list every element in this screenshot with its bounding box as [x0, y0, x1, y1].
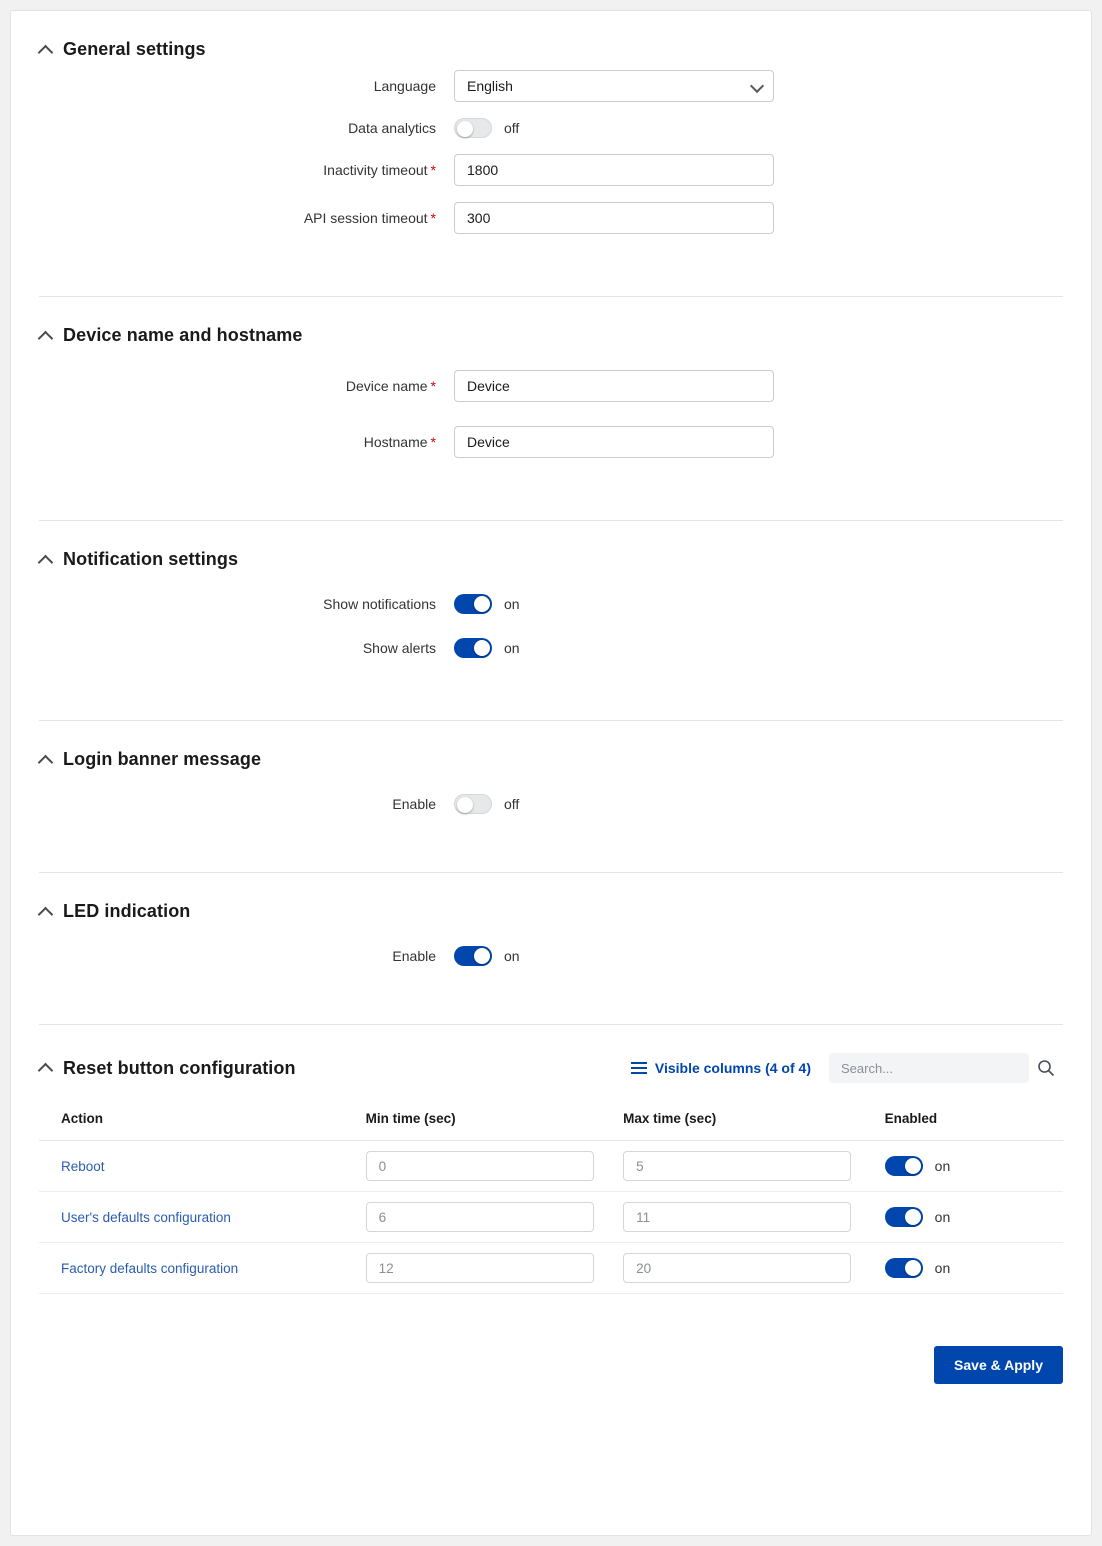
device-name-label-text: Device name	[345, 378, 428, 394]
row-language	[39, 70, 1063, 102]
spacer	[39, 250, 1063, 296]
login-banner-enable-state: off	[504, 796, 520, 812]
toggle-knob	[905, 1209, 921, 1225]
spacer	[39, 674, 1063, 720]
language-control	[454, 70, 774, 102]
column-header-min-time: Min time (sec)	[366, 1103, 624, 1141]
row-enabled-state: on	[934, 1209, 951, 1225]
row-enabled-toggle[interactable]	[885, 1207, 923, 1227]
led-indication-header[interactable]	[39, 873, 1063, 932]
chevron-up-icon[interactable]	[39, 329, 53, 343]
row-max-cell	[623, 1192, 885, 1243]
required-marker: *	[430, 210, 436, 226]
row-max-cell	[623, 1243, 885, 1294]
table-header-row	[39, 1103, 1063, 1141]
general-settings-header[interactable]	[39, 11, 1063, 70]
toggle-knob	[474, 948, 490, 964]
max-time-input[interactable]	[623, 1253, 851, 1283]
toggle-knob	[474, 640, 490, 656]
required-marker: *	[430, 434, 436, 450]
enabled-control	[885, 1156, 1063, 1176]
chevron-up-icon[interactable]	[39, 753, 53, 767]
section-title: Reset button configuration	[63, 1057, 296, 1078]
search-icon[interactable]	[1029, 1053, 1063, 1083]
api-session-timeout-label	[39, 210, 454, 226]
row-hostname	[39, 426, 1063, 458]
led-enable-control	[454, 946, 520, 966]
chevron-up-icon[interactable]	[39, 1061, 53, 1075]
chevron-down-icon[interactable]	[752, 81, 762, 91]
login-banner-enable-label: Enable	[392, 796, 436, 812]
footer-actions	[39, 1294, 1063, 1404]
min-time-input[interactable]	[366, 1202, 594, 1232]
language-select[interactable]	[454, 70, 774, 102]
led-enable-state: on	[504, 948, 520, 964]
toggle-knob	[457, 121, 473, 137]
login-banner-enable-control	[454, 794, 519, 814]
row-action-link[interactable]: Factory defaults configuration	[39, 1243, 366, 1294]
show-notifications-toggle[interactable]	[454, 594, 492, 614]
table-body	[39, 1141, 1063, 1294]
required-marker: *	[430, 378, 436, 394]
min-time-input[interactable]	[366, 1253, 594, 1283]
row-enabled-cell	[885, 1141, 1063, 1192]
row-action-link[interactable]: Reboot	[39, 1141, 366, 1192]
section-title: Login banner message	[63, 749, 262, 769]
reset-config-header	[39, 1025, 1063, 1097]
api-session-timeout-input[interactable]	[454, 202, 774, 234]
search-input[interactable]: Search...	[829, 1053, 1029, 1083]
enabled-control	[885, 1258, 1063, 1278]
row-device-name	[39, 370, 1063, 402]
row-enabled-cell	[885, 1192, 1063, 1243]
hostname-control	[454, 426, 774, 458]
chevron-up-icon[interactable]	[39, 43, 53, 57]
chevron-up-icon[interactable]	[39, 905, 53, 919]
section-title: Notification settings	[63, 549, 239, 569]
section-device-name	[11, 297, 1091, 520]
section-reset-button-config	[11, 1025, 1091, 1404]
row-min-cell	[366, 1243, 624, 1294]
row-login-banner-enable	[39, 794, 1063, 814]
data-analytics-control	[454, 118, 519, 138]
hostname-label	[39, 434, 454, 450]
reset-config-table	[39, 1103, 1063, 1294]
device-name-input[interactable]	[454, 370, 774, 402]
row-inactivity-timeout	[39, 154, 1063, 186]
row-enabled-state: on	[934, 1260, 951, 1276]
data-analytics-toggle[interactable]	[454, 118, 492, 138]
table-row	[39, 1192, 1063, 1243]
min-time-input[interactable]	[366, 1151, 594, 1181]
save-and-apply-button[interactable]: Save & Apply	[934, 1346, 1063, 1384]
inactivity-timeout-label	[39, 162, 454, 178]
data-analytics-label: Data analytics	[348, 120, 436, 136]
spacer	[39, 474, 1063, 520]
row-led-enable	[39, 946, 1063, 966]
row-enabled-cell	[885, 1243, 1063, 1294]
inactivity-timeout-input[interactable]	[454, 154, 774, 186]
show-notifications-state: on	[504, 596, 520, 612]
visible-columns-label: Visible columns (4 of 4)	[654, 1060, 811, 1076]
login-banner-enable-toggle[interactable]	[454, 794, 492, 814]
enabled-control	[885, 1207, 1063, 1227]
settings-card	[10, 10, 1092, 1536]
row-show-notifications	[39, 594, 1063, 614]
language-label: Language	[373, 78, 436, 94]
inactivity-timeout-control	[454, 154, 774, 186]
row-action-link[interactable]: User's defaults configuration	[39, 1192, 366, 1243]
row-enabled-toggle[interactable]	[885, 1156, 923, 1176]
device-name-header[interactable]	[39, 297, 1063, 356]
show-alerts-state: on	[504, 640, 520, 656]
hostname-label-text: Hostname	[363, 434, 428, 450]
toggle-knob	[905, 1260, 921, 1276]
spacer	[39, 982, 1063, 1024]
row-data-analytics	[39, 118, 1063, 138]
row-enabled-state: on	[934, 1158, 951, 1174]
toggle-knob	[474, 596, 490, 612]
show-alerts-label: Show alerts	[362, 640, 436, 656]
data-analytics-state: off	[504, 120, 520, 136]
inactivity-timeout-label-text: Inactivity timeout	[323, 162, 428, 178]
section-led-indication	[11, 873, 1091, 1024]
notification-settings-header[interactable]	[39, 521, 1063, 580]
row-max-cell	[623, 1141, 885, 1192]
section-title: General settings	[63, 39, 206, 59]
toggle-knob	[457, 797, 473, 813]
chevron-up-icon[interactable]	[39, 553, 53, 567]
toggle-knob	[905, 1158, 921, 1174]
api-session-timeout-label-text: API session timeout	[303, 210, 428, 226]
table-row	[39, 1141, 1063, 1192]
reset-config-title-group[interactable]	[39, 1058, 296, 1079]
column-header-action: Action	[39, 1103, 366, 1141]
led-enable-label: Enable	[392, 948, 436, 964]
section-title: Device name and hostname	[63, 325, 303, 345]
language-select-value[interactable]: English	[454, 70, 774, 102]
show-alerts-toggle[interactable]	[454, 638, 492, 658]
device-name-control	[454, 370, 774, 402]
row-enabled-toggle[interactable]	[885, 1258, 923, 1278]
columns-icon	[631, 1062, 647, 1074]
show-alerts-control	[454, 638, 520, 658]
column-header-max-time: Max time (sec)	[623, 1103, 885, 1141]
row-api-session-timeout	[39, 202, 1063, 234]
row-min-cell	[366, 1141, 624, 1192]
section-login-banner	[11, 721, 1091, 872]
hostname-input[interactable]	[454, 426, 774, 458]
section-notification-settings	[11, 521, 1091, 720]
show-notifications-control	[454, 594, 520, 614]
device-name-label	[39, 378, 454, 394]
row-min-cell	[366, 1192, 624, 1243]
section-general-settings	[11, 11, 1091, 296]
api-session-timeout-control	[454, 202, 774, 234]
led-enable-toggle[interactable]	[454, 946, 492, 966]
table-row	[39, 1243, 1063, 1294]
spacer	[39, 830, 1063, 872]
column-header-enabled: Enabled	[885, 1103, 1063, 1141]
visible-columns-button[interactable]	[631, 1060, 811, 1076]
max-time-input[interactable]	[623, 1151, 851, 1181]
login-banner-header[interactable]	[39, 721, 1063, 780]
show-notifications-label: Show notifications	[323, 596, 436, 612]
required-marker: *	[430, 162, 436, 178]
section-title: LED indication	[63, 901, 191, 921]
table-header	[39, 1103, 1063, 1141]
row-show-alerts	[39, 638, 1063, 658]
max-time-input[interactable]	[623, 1202, 851, 1232]
